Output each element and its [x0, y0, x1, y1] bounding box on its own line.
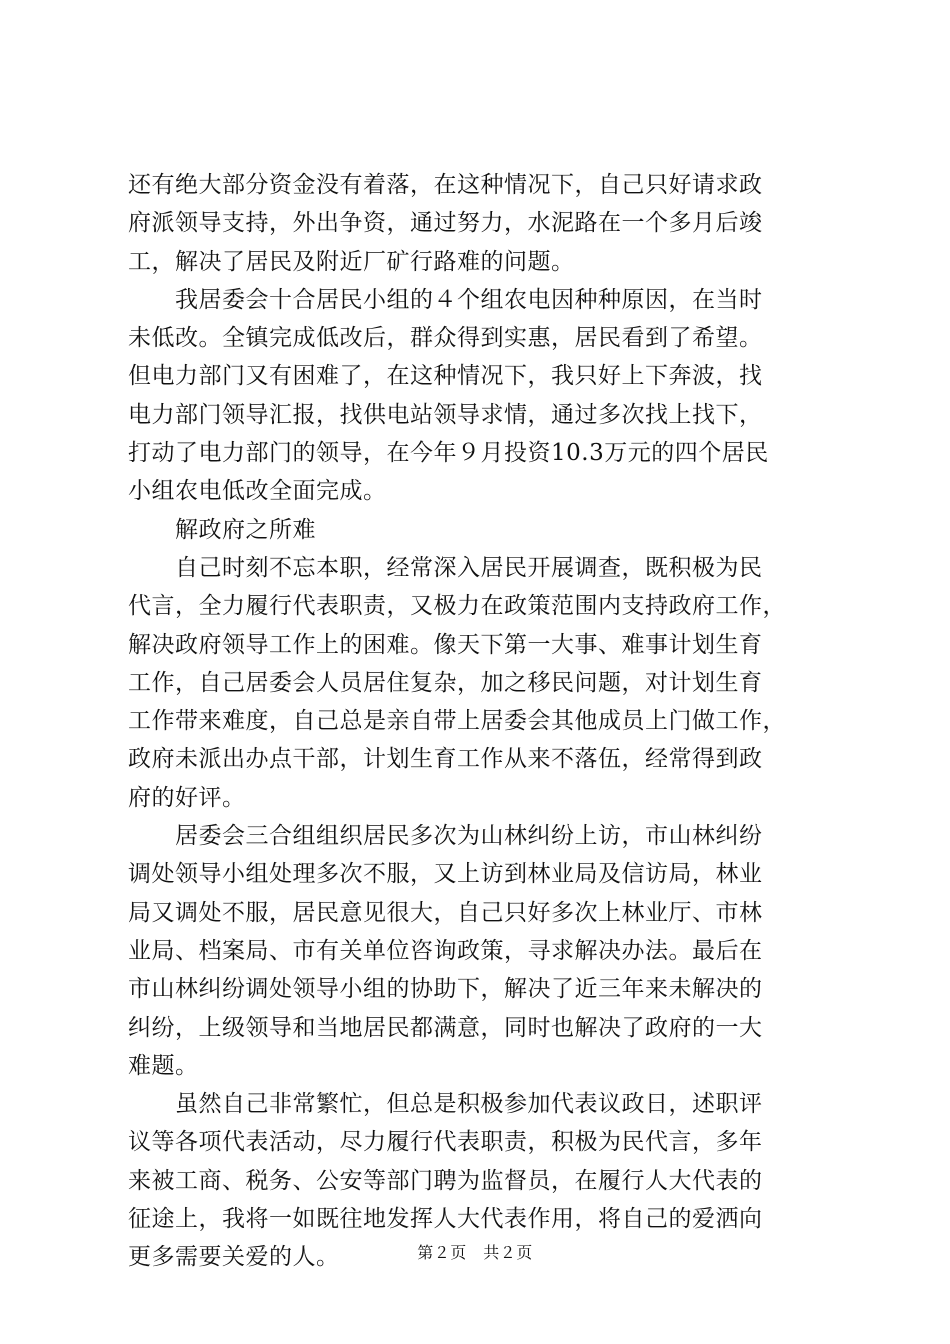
text-line: 府派领导支持，外出争资，通过努力，水泥路在一个多月后竣: [128, 210, 763, 237]
text-line: 纠纷，上级领导和当地居民都满意，同时也解决了政府的一大: [128, 1014, 763, 1041]
text-line: 工作，自己居委会人员居住复杂，加之移民问题，对计划生育: [128, 669, 763, 696]
text-line: 议等各项代表活动，尽力履行代表职责，积极为民代言，多年: [128, 1129, 763, 1156]
text-line: 更多需要关爱的人。: [128, 1244, 340, 1271]
text-line: 工，解决了居民及附近厂矿行路难的问题。: [128, 248, 575, 275]
text-line: 还有绝大部分资金没有着落，在这种情况下，自己只好请求政: [128, 172, 763, 198]
text-line: 未低改。全镇完成低改后，群众得到实惠，居民看到了希望。: [128, 325, 763, 352]
text-line: 来被工商、税务、公安等部门聘为监督员，在履行人大代表的: [128, 1167, 763, 1194]
text-line: 自己时刻不忘本职，经常深入居民开展调查，既积极为民: [128, 554, 763, 581]
body-text: [128, 166, 830, 1277]
text-line: 府的好评。: [128, 784, 246, 811]
text-line: 业局、档案局、市有关单位咨询政策，寻求解决办法。最后在: [128, 937, 763, 964]
text-line: 我居委会十合居民小组的４个组农电因种种原因，在当时: [128, 286, 763, 313]
text-line: 市山林纠纷调处领导小组的协助下，解决了近三年来未解决的: [128, 976, 763, 1003]
text-line: 解决政府领导工作上的困难。像天下第一大事、难事计划生育: [128, 631, 763, 658]
text-line: 打动了电力部门的领导，在今年９月投资10.3万元的四个居民: [128, 440, 769, 467]
page-number: 第２页 共２页: [417, 1243, 533, 1262]
text-line: 电力部门领导汇报，找供电站领导求情，通过多次找上找下，: [128, 401, 763, 428]
text-line: 小组农电低改全面完成。: [128, 478, 387, 505]
text-line: 工作带来难度，自己总是亲自带上居委会其他成员上门做工作，: [128, 708, 786, 735]
section-heading: 解政府之所难: [128, 516, 316, 543]
text-line: 难题。: [128, 1052, 199, 1079]
text-line: 征途上，我将一如既往地发挥人大代表作用，将自己的爱洒向: [128, 1206, 763, 1233]
text-line: 局又调处不服，居民意见很大，自己只好多次上林业厅、市林: [128, 899, 763, 926]
text-line: 调处领导小组处理多次不服，又上访到林业局及信访局，林业: [128, 861, 763, 888]
text-line: 政府未派出办点干部，计划生育工作从来不落伍，经常得到政: [128, 746, 763, 773]
page-footer: [0, 1242, 950, 1264]
text-line: 代言，全力履行代表职责，又极力在政策范围内支持政府工作，: [128, 593, 786, 620]
text-line: 虽然自己非常繁忙，但总是积极参加代表议政日，述职评: [128, 1091, 763, 1118]
text-line: 但电力部门又有困难了，在这种情况下，我只好上下奔波，找: [128, 363, 763, 390]
text-line: 居委会三合组组织居民多次为山林纠纷上访，市山林纠纷: [128, 823, 763, 850]
